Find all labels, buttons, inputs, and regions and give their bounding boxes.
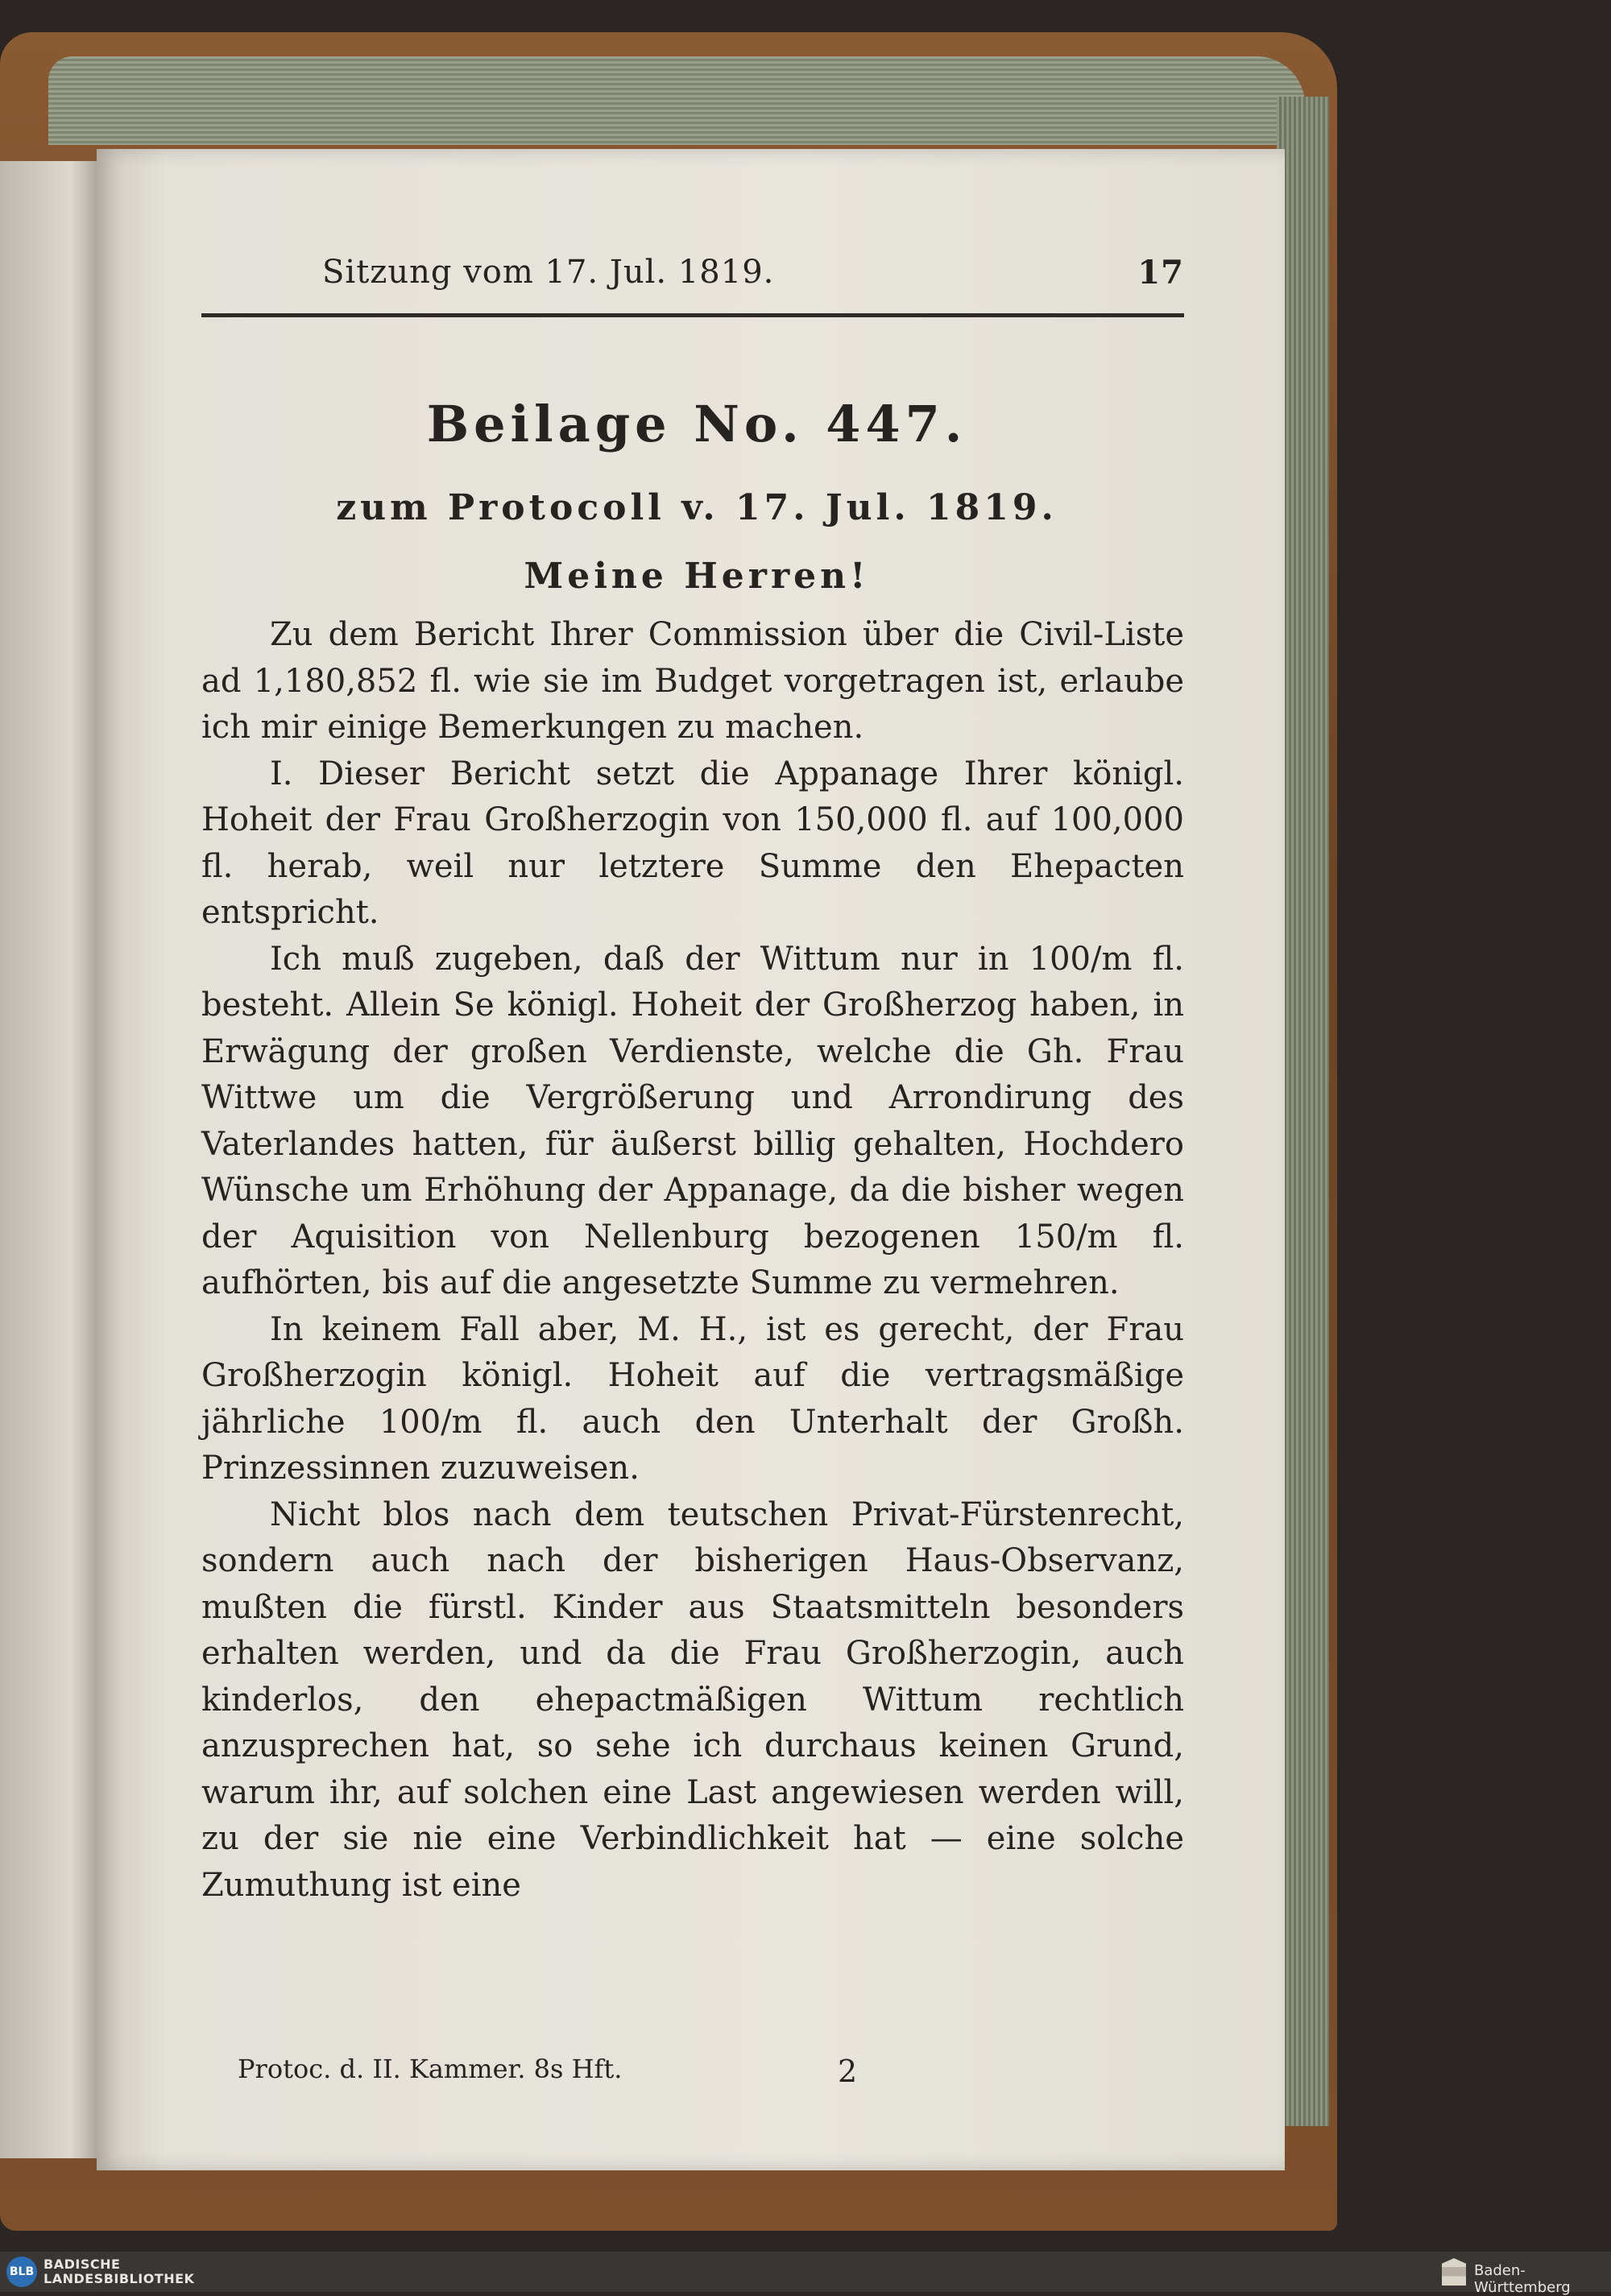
- paragraph: Zu dem Bericht Ihrer Commission über die Civil-Liste ad 1,180,852 fl. wie sie im Budget vorgetragen ist, erlaube ich mir einige Bemerkungen zu machen.: [201, 616, 1184, 746]
- body-text: [201, 612, 1184, 1909]
- left-page-edge: [0, 161, 101, 2158]
- library-name-line2: LANDESBIBLIOTHEK: [43, 2271, 195, 2286]
- blb-logo-icon: BLB: [6, 2257, 37, 2287]
- page-number: 17: [1137, 254, 1184, 292]
- state-name: Baden-Württemberg: [1474, 2262, 1571, 2296]
- library-name-line1: BADISCHE: [43, 2257, 121, 2272]
- coat-of-arms-icon: [1442, 2258, 1466, 2286]
- page-edges-top: [48, 56, 1305, 145]
- library-bar: [0, 2252, 1611, 2296]
- printer-signature: Protoc. d. II. Kammer. 8s Hft.: [238, 2054, 623, 2084]
- running-head: [201, 254, 1184, 302]
- document-heading: Beilage No. 447.: [426, 395, 967, 453]
- salutation: Meine Herren!: [524, 556, 870, 597]
- document-page: [97, 149, 1285, 2170]
- header-rule: [201, 313, 1184, 317]
- page-footer: [201, 2054, 1184, 2094]
- paragraph: Nicht blos nach dem teutschen Privat-Fürstenrecht, sondern auch nach der bisherigen Haus-Observanz, mußten die fürstl. Kinder aus Staatsmitteln besonders erhalten werden, und da die Frau Großherzogin, auch kinderlos, den ehepactmäßigen Wittum rechtlich anzusprechen hat, so sehe ich durchaus keinen Grund, warum ihr, auf solchen eine Last angewiesen werden will, zu der sie nie eine Verbindlichkeit hat — eine solche Zumuthung ist eine: [201, 1496, 1184, 1904]
- sheet-number: 2: [838, 2054, 858, 2089]
- document-subheading: zum Protocoll v. 17. Jul. 1819.: [336, 487, 1058, 528]
- paragraph: Ich muß zugeben, daß der Wittum nur in 100/m fl. besteht. Allein Se königl. Hoheit der Großherzog haben, in Erwägung der großen Verdienste, welche die Gh. Frau Wittwe um die Vergrößerung und Arrondirung des Vaterlandes hatten, für äußerst billig gehalten, Hochdero Wünsche um Erhöhung der Appanage, da die bisher wegen der Aquisition von Nellenburg bezogenen 150/m fl. aufhörten, bis auf die angesetzte Summe zu vermehren.: [201, 940, 1184, 1301]
- paragraph: I. Dieser Bericht setzt die Appanage Ihrer königl. Hoheit der Frau Großherzogin von 150,000 fl. auf 100,000 fl. herab, weil nur letztere Summe den Ehepacten entspricht.: [201, 755, 1184, 931]
- library-name: [43, 2257, 194, 2286]
- running-title: Sitzung vom 17. Jul. 1819.: [322, 254, 775, 291]
- paragraph: In keinem Fall aber, M. H., ist es gerecht, der Frau Großherzogin königl. Hoheit auf die vertragsmäßige jährliche 100/m fl. auch den Unterhalt der Großh. Prinzessinnen zuzuweisen.: [201, 1310, 1184, 1487]
